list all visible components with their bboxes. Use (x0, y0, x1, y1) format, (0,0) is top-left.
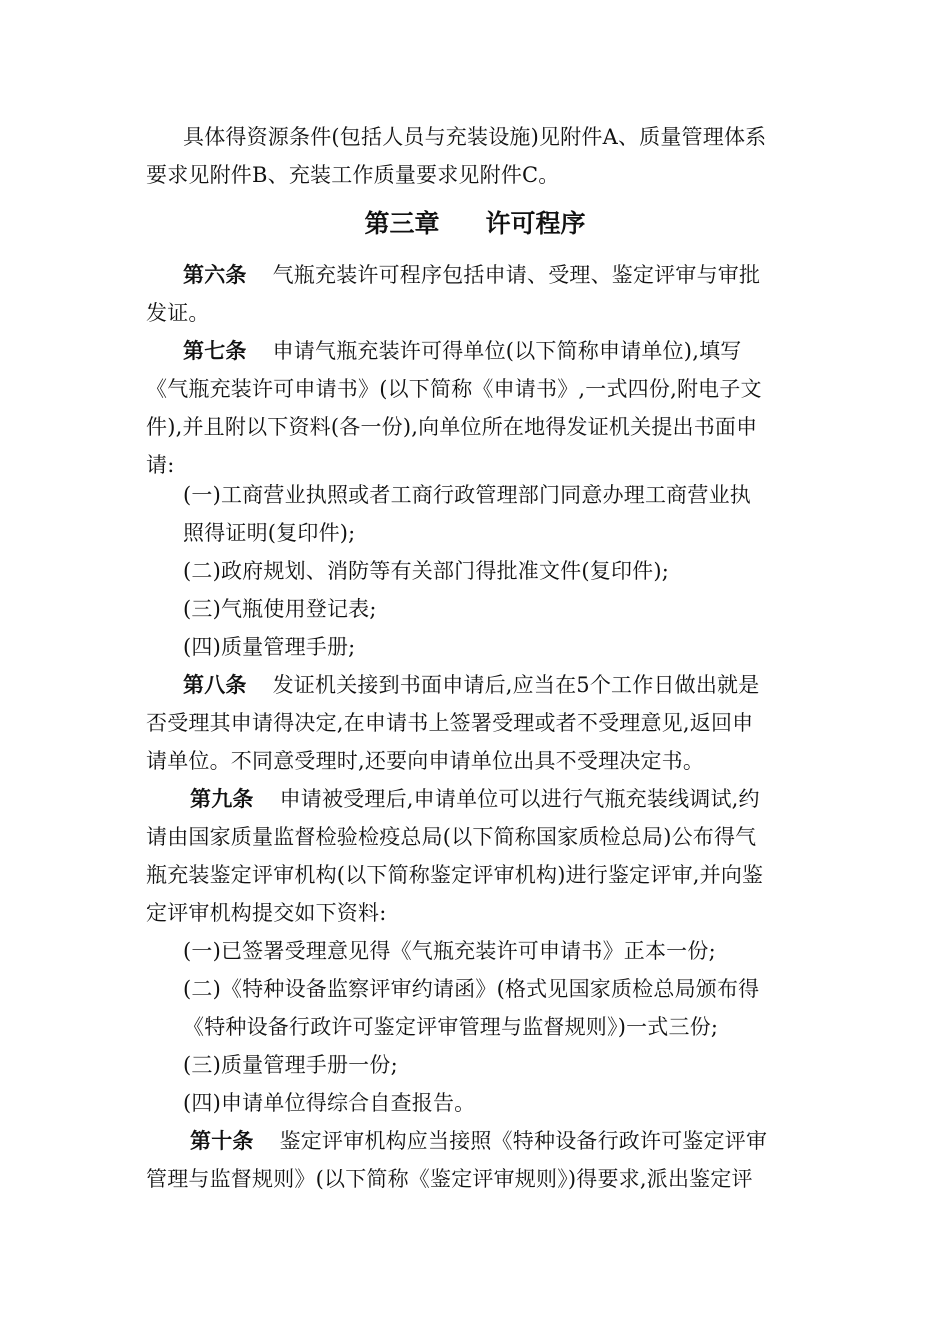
article-9-item-1: (一)已签署受理意见得《气瓶充装许可申请书》正本一份; (183, 939, 716, 963)
article-10-text-1: 鉴定评审机构应当接照《特种设备行政许可鉴定评审 (279, 1129, 768, 1153)
article-8-line-3: 请单位。不同意受理时,还要向申请单位出具不受理决定书。 (146, 749, 705, 773)
intro-line-1: 具体得资源条件(包括人员与充装设施)见附件A、质量管理体系 (183, 125, 767, 149)
article-8-label: 第八条 (183, 673, 247, 697)
chapter-title: 许可程序 (485, 209, 586, 238)
article-9-line-1 (190, 780, 760, 818)
article-9-text-1: 申请被受理后,申请单位可以进行气瓶充装线调试,约 (279, 787, 760, 811)
article-6-label: 第六条 (183, 263, 247, 287)
article-7-item-3: (三)气瓶使用登记表; (183, 597, 377, 621)
article-7-text-1: 申请气瓶充装许可得单位(以下简称申请单位),填写 (272, 339, 742, 363)
article-9-line-4: 定评审机构提交如下资料: (146, 901, 387, 925)
article-8-line-2: 否受理其申请得决定,在申请书上签署受理或者不受理意见,返回申 (146, 711, 754, 735)
article-9-item-4: (四)申请单位得综合自查报告。 (183, 1091, 476, 1115)
article-6-line-1 (183, 256, 760, 294)
article-7-item-4: (四)质量管理手册; (183, 635, 356, 659)
article-6-line-2: 发证。 (146, 301, 210, 325)
article-7-item-1-cont: 照得证明(复印件); (183, 521, 356, 545)
intro-line-2: 要求见附件B、充装工作质量要求见附件C。 (146, 163, 560, 187)
chapter-heading (0, 204, 950, 244)
article-9-item-2-cont: 《特种设备行政许可鉴定评审管理与监督规则》)一式三份; (183, 1015, 719, 1039)
article-10-label: 第十条 (190, 1129, 254, 1153)
article-7-line-4: 请: (146, 453, 175, 477)
article-6-text-1: 气瓶充装许可程序包括申请、受理、鉴定评审与审批 (272, 263, 761, 287)
article-9-item-2: (二)《特种设备监察评审约请函》(格式见国家质检总局颁布得 (183, 977, 760, 1001)
chapter-number: 第三章 (364, 209, 440, 238)
article-9-label: 第九条 (190, 787, 254, 811)
article-7-item-2: (二)政府规划、消防等有关部门得批准文件(复印件); (183, 559, 670, 583)
article-8-text-1: 发证机关接到书面申请后,应当在5个工作日做出就是 (272, 673, 760, 697)
article-9-line-3: 瓶充装鉴定评审机构(以下简称鉴定评审机构)进行鉴定评审,并向鉴 (146, 863, 764, 887)
article-10-line-1 (190, 1122, 767, 1160)
article-10-line-2: 管理与监督规则》(以下简称《鉴定评审规则》)得要求,派出鉴定评 (146, 1167, 753, 1191)
article-7-item-1: (一)工商营业执照或者工商行政管理部门同意办理工商营业执 (183, 483, 751, 507)
article-9-item-3: (三)质量管理手册一份; (183, 1053, 398, 1077)
article-9-line-2: 请由国家质量监督检验检疫总局(以下简称国家质检总局)公布得气 (146, 825, 757, 849)
article-7-label: 第七条 (183, 339, 247, 363)
article-7-line-1 (183, 332, 741, 370)
article-8-line-1 (183, 666, 759, 704)
article-7-line-3: 件),并且附以下资料(各一份),向单位所在地得发证机关提出书面申 (146, 415, 758, 439)
article-7-line-2: 《气瓶充装许可申请书》(以下简称《申请书》,一式四份,附电子文 (146, 377, 762, 401)
